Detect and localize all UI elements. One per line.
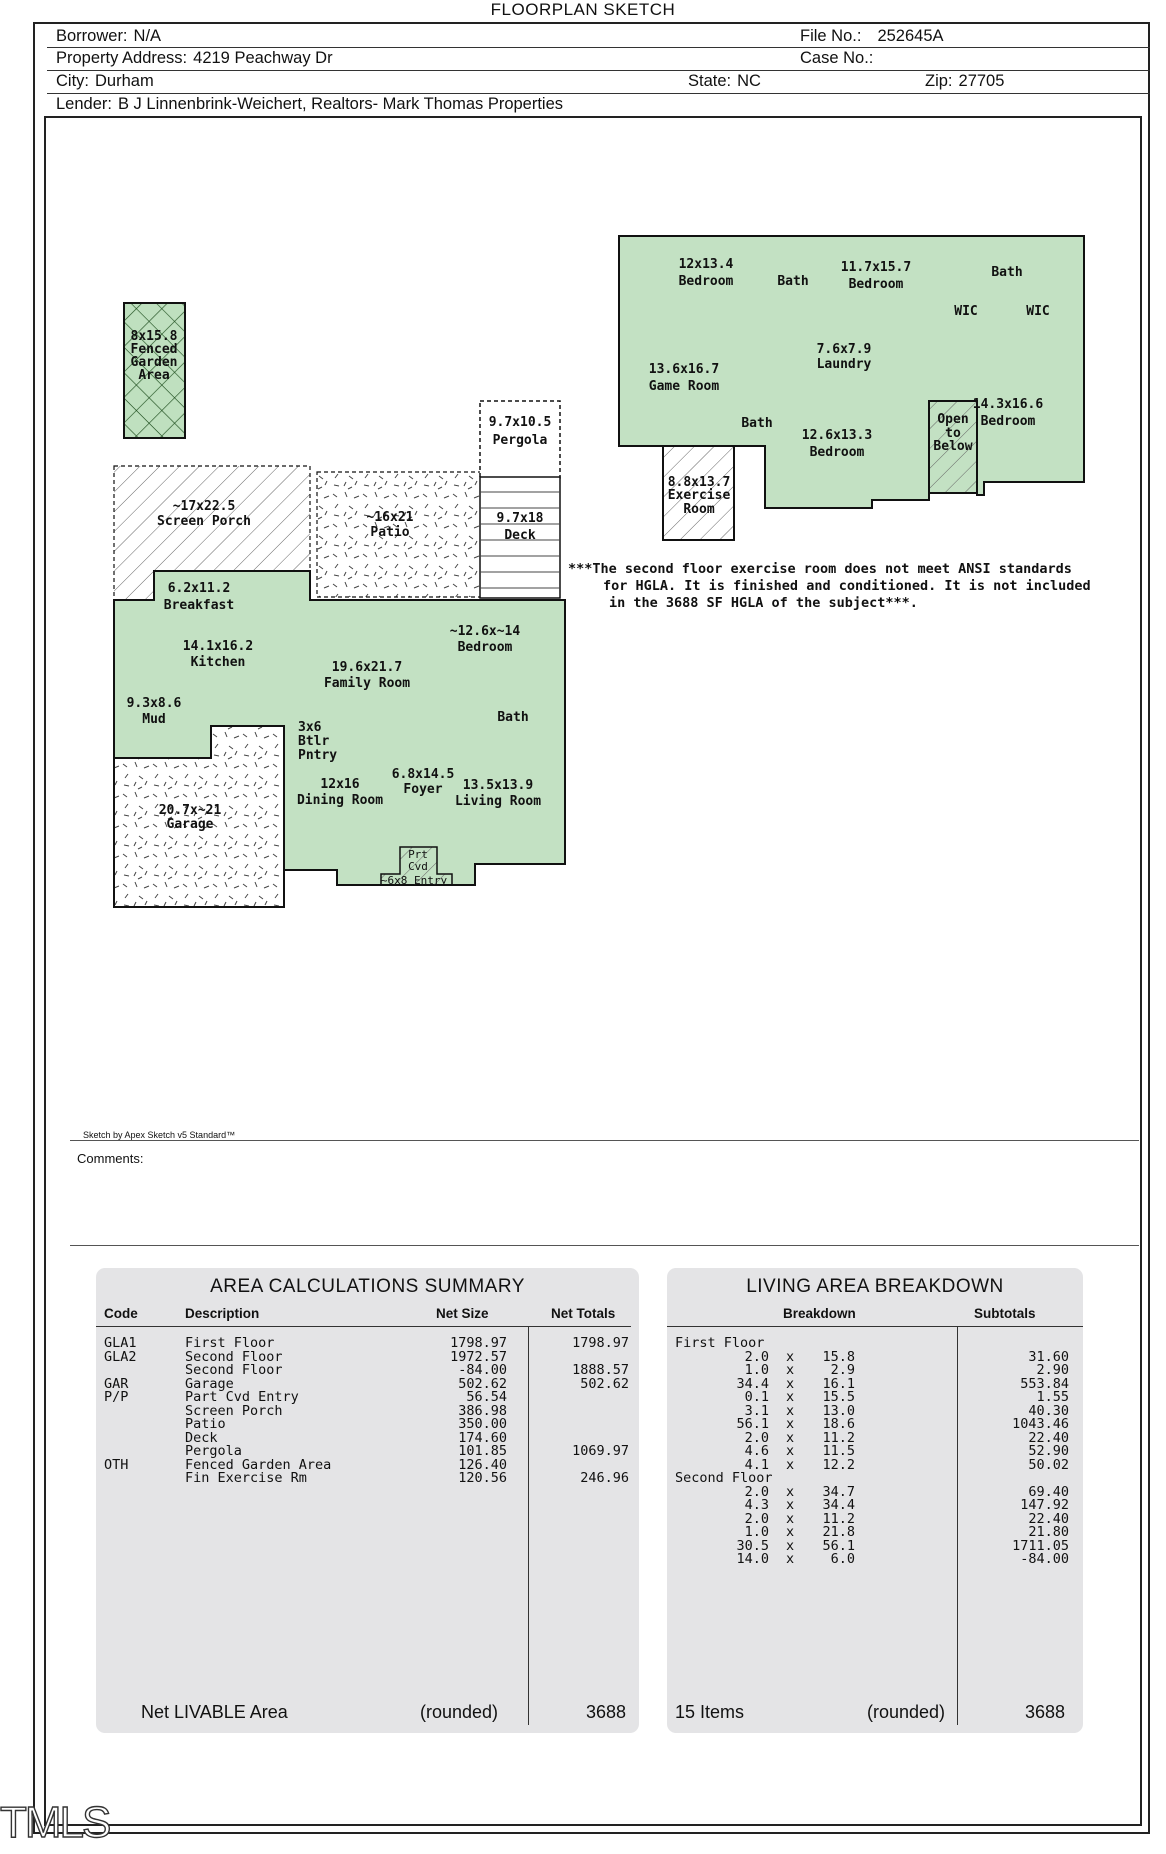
area-description: Deck bbox=[185, 1429, 218, 1446]
times-sign: x bbox=[786, 1483, 795, 1500]
upper-bath-label: 14.3x16.6 bbox=[972, 397, 1044, 412]
col-header-breakdown: Breakdown bbox=[783, 1306, 856, 1321]
times-sign: x bbox=[786, 1389, 795, 1405]
area-net-size: 1972.57 bbox=[450, 1348, 507, 1365]
breakdown-subtotal: 1711.05 bbox=[1012, 1537, 1069, 1554]
breakdown-factor-a: 1.0 bbox=[744, 1362, 769, 1378]
area-description: Garage bbox=[185, 1375, 234, 1392]
section-label: Second Floor bbox=[675, 1470, 773, 1486]
entry-label: ~6x8 Entry bbox=[380, 874, 448, 887]
area-net-size: 126.40 bbox=[458, 1456, 507, 1473]
area-code: GLA1 bbox=[104, 1335, 137, 1351]
upper-bath-label: Bath bbox=[991, 265, 1023, 280]
col-header-subtotals: Subtotals bbox=[974, 1306, 1036, 1321]
deck-dim: 9.7x18 bbox=[496, 511, 544, 526]
wic-label: WIC bbox=[954, 304, 978, 319]
net-livable-value: 3688 bbox=[586, 1702, 627, 1722]
breakdown-factor-b: 2.9 bbox=[830, 1362, 855, 1378]
area-description: First Floor bbox=[185, 1335, 275, 1351]
area-net-size: 56.54 bbox=[466, 1389, 507, 1405]
breakdown-subtotal: 21.80 bbox=[1028, 1524, 1069, 1540]
screen-porch-dim: ~17x22.5 bbox=[172, 499, 236, 514]
area-calculations-summary bbox=[96, 1268, 639, 1733]
times-sign: x bbox=[786, 1375, 795, 1392]
area-net-size: 386.98 bbox=[458, 1402, 507, 1419]
address-field: Property Address: 4219 Peachway Dr bbox=[56, 49, 333, 67]
times-sign: x bbox=[786, 1551, 795, 1567]
living-area-breakdown bbox=[667, 1268, 1083, 1733]
breakfast-label: Breakfast bbox=[163, 598, 235, 613]
breakdown-factor-b: 18.6 bbox=[822, 1416, 855, 1432]
garden-label: Garden bbox=[130, 355, 178, 370]
area-description: Second Floor bbox=[185, 1362, 283, 1378]
area-description: Patio bbox=[185, 1416, 226, 1432]
breakdown-factor-a: 2.0 bbox=[744, 1348, 769, 1365]
breakfast-dim: 6.2x11.2 bbox=[167, 581, 231, 596]
game-room-dim: 13.6x16.7 bbox=[648, 362, 720, 377]
breakdown-subtotal: -84.00 bbox=[1020, 1551, 1069, 1567]
times-sign: x bbox=[786, 1524, 795, 1540]
exercise-label: Exercise bbox=[667, 488, 731, 503]
breakdown-factor-b: 13.0 bbox=[822, 1402, 855, 1419]
breakdown-factor-a: 1.0 bbox=[744, 1524, 769, 1540]
breakdown-factor-b: 6.0 bbox=[830, 1551, 855, 1567]
items-count: 15 Items bbox=[675, 1702, 745, 1722]
garage-label: Garage bbox=[166, 817, 214, 832]
lender-field: Lender: B J Linnenbrink-Weichert, Realtors- Mark Thomas Properties bbox=[56, 95, 564, 113]
times-sign: x bbox=[786, 1348, 795, 1365]
breakdown-factor-b: 34.7 bbox=[822, 1483, 855, 1500]
butler-pantry-label: Pntry bbox=[298, 748, 338, 763]
bedroom-label: Bedroom bbox=[457, 640, 513, 655]
upper-bath-label: Bath bbox=[741, 416, 773, 431]
area-net-total: 1888.57 bbox=[572, 1362, 629, 1378]
net-livable-label: Net LIVABLE Area bbox=[141, 1702, 288, 1722]
patio-dim: ~16x21 bbox=[366, 510, 414, 525]
times-sign: x bbox=[786, 1402, 795, 1419]
area-summary-title: AREA CALCULATIONS SUMMARY bbox=[210, 1276, 525, 1297]
breakdown-subtotal: 147.92 bbox=[1020, 1497, 1069, 1513]
dining-label: Dining Room bbox=[296, 793, 384, 808]
upper-bath-label: Bath bbox=[777, 274, 809, 289]
area-code: GAR bbox=[104, 1375, 129, 1392]
upper-bedroom-dim: 12.6x13.3 bbox=[801, 428, 873, 443]
kitchen-dim: 14.1x16.2 bbox=[182, 639, 254, 654]
area-net-size: 502.62 bbox=[458, 1375, 507, 1392]
breakdown-subtotal: 553.84 bbox=[1020, 1375, 1069, 1392]
breakdown-subtotal: 50.02 bbox=[1028, 1456, 1069, 1473]
breakdown-subtotal: 1043.46 bbox=[1012, 1416, 1069, 1432]
zip-field: Zip: 27705 bbox=[925, 72, 1005, 90]
area-net-size: -84.00 bbox=[458, 1362, 507, 1378]
breakdown-factor-b: 34.4 bbox=[822, 1497, 855, 1513]
butler-pantry-label: Btlr bbox=[298, 734, 330, 749]
times-sign: x bbox=[786, 1443, 795, 1459]
deck-label: Deck bbox=[504, 528, 536, 543]
entry-label: Cvd bbox=[408, 860, 428, 873]
garage-dim: 20.7x~21 bbox=[158, 803, 222, 818]
upper-bedroom-label: Bedroom bbox=[678, 274, 734, 289]
breakdown-subtotal: 22.40 bbox=[1028, 1510, 1069, 1527]
area-description: Fin Exercise Rm bbox=[185, 1470, 307, 1486]
foyer-label: Foyer bbox=[403, 782, 443, 797]
exercise-dim: 8.8x13.7 bbox=[667, 475, 731, 490]
breakdown-subtotal: 1.55 bbox=[1036, 1389, 1069, 1405]
times-sign: x bbox=[786, 1416, 795, 1432]
floorplan-sketch bbox=[60, 130, 1140, 1120]
hgla-note: for HGLA. It is finished and conditioned. It is not included bbox=[603, 578, 1091, 594]
area-net-size: 350.00 bbox=[458, 1416, 507, 1432]
breakdown-factor-a: 0.1 bbox=[744, 1389, 769, 1405]
upper-bedroom-label: Bedroom bbox=[848, 277, 904, 292]
breakdown-factor-a: 2.0 bbox=[744, 1429, 769, 1446]
game-room-label: Game Room bbox=[648, 379, 720, 394]
breakdown-title: LIVING AREA BREAKDOWN bbox=[746, 1276, 1004, 1297]
col-header-code: Code bbox=[104, 1306, 138, 1321]
comments-label: Comments: bbox=[77, 1151, 144, 1166]
breakdown-factor-b: 15.5 bbox=[822, 1389, 855, 1405]
city-field: City: Durham bbox=[56, 72, 154, 90]
family-label: Family Room bbox=[323, 676, 411, 691]
breakdown-factor-b: 11.5 bbox=[822, 1443, 855, 1459]
times-sign: x bbox=[786, 1537, 795, 1554]
times-sign: x bbox=[786, 1362, 795, 1378]
times-sign: x bbox=[786, 1429, 795, 1446]
breakdown-factor-b: 15.8 bbox=[822, 1348, 855, 1365]
file-no-field: File No.: 252645A bbox=[800, 27, 944, 45]
area-code: P/P bbox=[104, 1389, 129, 1405]
hgla-note: ***The second floor exercise room does not meet ANSI standards bbox=[568, 561, 1072, 577]
pergola-dim: 9.7x10.5 bbox=[488, 415, 552, 430]
pergola-label: Pergola bbox=[492, 433, 548, 448]
breakdown-factor-b: 16.1 bbox=[822, 1375, 855, 1392]
divider bbox=[70, 1140, 1139, 1141]
area-net-size: 101.85 bbox=[458, 1443, 507, 1459]
state-field: State: NC bbox=[688, 72, 761, 90]
breakdown-subtotal: 2.90 bbox=[1036, 1362, 1069, 1378]
bedroom-dim: ~12.6x~14 bbox=[449, 624, 521, 639]
area-net-size: 120.56 bbox=[458, 1470, 507, 1486]
exercise-label: Room bbox=[683, 502, 715, 517]
breakdown-factor-a: 14.0 bbox=[736, 1551, 769, 1567]
breakdown-factor-a: 3.1 bbox=[744, 1402, 769, 1419]
kitchen-label: Kitchen bbox=[190, 655, 246, 670]
breakdown-factor-b: 21.8 bbox=[822, 1524, 855, 1540]
family-dim: 19.6x21.7 bbox=[331, 660, 403, 675]
times-sign: x bbox=[786, 1510, 795, 1527]
case-no-field: Case No.: bbox=[800, 49, 874, 67]
breakdown-subtotal: 31.60 bbox=[1028, 1348, 1069, 1365]
upper-bedroom-dim: 12x13.4 bbox=[678, 257, 734, 272]
borrower-field: Borrower: N/A bbox=[56, 27, 162, 45]
garden-label: Fenced bbox=[130, 342, 178, 357]
breakdown-factor-b: 11.2 bbox=[822, 1429, 855, 1446]
page-title: FLOORPLAN SKETCH bbox=[490, 0, 676, 19]
wic-label: WIC bbox=[1026, 304, 1050, 319]
breakdown-factor-b: 56.1 bbox=[822, 1537, 855, 1554]
rounded-label: (rounded) bbox=[420, 1702, 499, 1722]
open-to-below-label: Below bbox=[933, 439, 973, 454]
laundry-dim: 7.6x7.9 bbox=[816, 342, 872, 357]
mls-logo: TMLS bbox=[0, 1798, 110, 1847]
area-code: OTH bbox=[104, 1456, 129, 1473]
breakdown-factor-a: 4.3 bbox=[744, 1497, 769, 1513]
breakdown-row bbox=[667, 1551, 1083, 1567]
open-to-below-label: to bbox=[945, 426, 961, 441]
area-net-size: 1798.97 bbox=[450, 1335, 507, 1351]
area-description: Second Floor bbox=[185, 1348, 283, 1365]
bath-label: Bath bbox=[497, 710, 529, 725]
open-to-below-label: Open bbox=[937, 412, 969, 427]
butler-pantry-dim: 3x6 bbox=[298, 720, 322, 735]
col-header-net-size: Net Size bbox=[436, 1306, 489, 1321]
breakdown-subtotal: 52.90 bbox=[1028, 1443, 1069, 1459]
area-net-total: 246.96 bbox=[580, 1470, 629, 1486]
sketch-credit: Sketch by Apex Sketch v5 Standard™ bbox=[83, 1130, 236, 1140]
area-row bbox=[96, 1470, 639, 1486]
col-header-net-totals: Net Totals bbox=[551, 1306, 616, 1321]
area-description: Pergola bbox=[185, 1443, 242, 1459]
col-header-description: Description bbox=[185, 1306, 260, 1321]
area-net-total: 1798.97 bbox=[572, 1335, 629, 1351]
living-dim: 13.5x13.9 bbox=[462, 778, 534, 793]
dining-dim: 12x16 bbox=[320, 777, 360, 792]
breakdown-factor-a: 56.1 bbox=[736, 1416, 769, 1432]
breakdown-factor-a: 30.5 bbox=[736, 1537, 769, 1554]
area-net-total: 1069.97 bbox=[572, 1443, 629, 1459]
breakdown-subtotal: 69.40 bbox=[1028, 1483, 1069, 1500]
area-net-total: 502.62 bbox=[580, 1375, 629, 1392]
divider bbox=[70, 1245, 1139, 1246]
laundry-label: Laundry bbox=[816, 357, 872, 372]
hgla-note: in the 3688 SF HGLA of the subject***. bbox=[609, 595, 918, 611]
breakdown-factor-b: 11.2 bbox=[822, 1510, 855, 1527]
garden-dim: 8x15.8 bbox=[130, 329, 178, 344]
times-sign: x bbox=[786, 1456, 795, 1473]
upper-bedroom-dim: 11.7x15.7 bbox=[840, 260, 912, 275]
foyer-dim: 6.8x14.5 bbox=[391, 767, 455, 782]
breakdown-factor-a: 2.0 bbox=[744, 1510, 769, 1527]
breakdown-factor-a: 4.6 bbox=[744, 1443, 769, 1459]
breakdown-factor-b: 12.2 bbox=[822, 1456, 855, 1473]
breakdown-subtotal: 40.30 bbox=[1028, 1402, 1069, 1419]
garden-label: Area bbox=[138, 368, 170, 383]
breakdown-factor-a: 34.4 bbox=[736, 1375, 769, 1392]
rounded-label: (rounded) bbox=[867, 1702, 946, 1722]
upper-bedroom-label: Bedroom bbox=[980, 414, 1036, 429]
times-sign: x bbox=[786, 1497, 795, 1513]
patio-label: Patio bbox=[370, 525, 410, 540]
area-description: Fenced Garden Area bbox=[185, 1456, 332, 1473]
breakdown-total: 3688 bbox=[1025, 1702, 1066, 1722]
area-description: Screen Porch bbox=[185, 1402, 283, 1419]
entry-label: Prt bbox=[408, 848, 428, 861]
living-label: Living Room bbox=[454, 794, 542, 809]
upper-bedroom-label: Bedroom bbox=[809, 445, 865, 460]
mud-dim: 9.3x8.6 bbox=[126, 696, 182, 711]
breakdown-factor-a: 4.1 bbox=[744, 1456, 769, 1473]
area-description: Part Cvd Entry bbox=[185, 1389, 299, 1405]
section-label: First Floor bbox=[675, 1335, 765, 1351]
breakdown-factor-a: 2.0 bbox=[744, 1483, 769, 1500]
area-net-size: 174.60 bbox=[458, 1429, 507, 1446]
breakdown-subtotal: 22.40 bbox=[1028, 1429, 1069, 1446]
screen-porch-label: Screen Porch bbox=[157, 514, 251, 529]
mud-label: Mud bbox=[142, 712, 166, 727]
area-code: GLA2 bbox=[104, 1348, 137, 1365]
